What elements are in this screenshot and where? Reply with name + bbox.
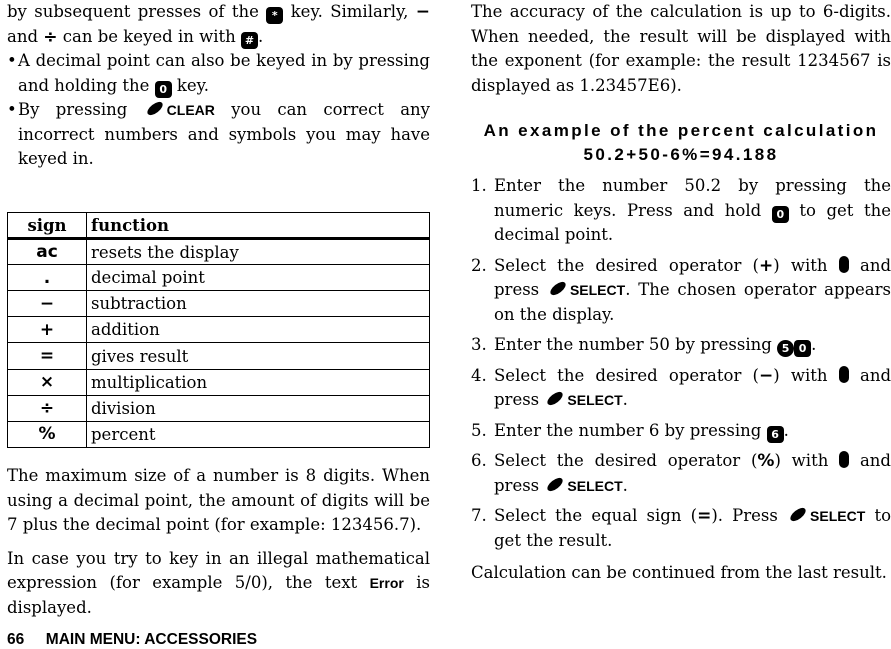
- function-cell: resets the display: [87, 239, 430, 265]
- step-number: 1.: [471, 176, 487, 195]
- zero-key-icon: 0: [155, 81, 172, 98]
- step-text: Enter the number 50.2 by pressing the numeric keys. Press and hold: [494, 176, 891, 220]
- closing-paragraph: Calculation can be continued from the last result.: [471, 563, 887, 582]
- table-row: [8, 343, 430, 369]
- five-key-icon: 5: [777, 340, 794, 357]
- zero-key-icon: 0: [772, 206, 789, 223]
- header-sign: sign: [8, 213, 87, 239]
- step-item: [471, 333, 891, 358]
- step-number: 4.: [471, 365, 487, 385]
- step-text: ). Press: [711, 506, 778, 525]
- bullet-decimal-text-a: A decimal point can also be keyed in by pressing and holding the: [18, 51, 430, 95]
- intro-text-d: can be keyed in with: [62, 26, 236, 46]
- error-paragraph: [7, 547, 430, 621]
- bullet-dot: •: [7, 51, 17, 70]
- error-text-a: In case you try to key in an illegal mathematical expression (for example 5/0), the text: [7, 548, 430, 592]
- step-item: [471, 449, 891, 498]
- left-lower-text: [7, 464, 430, 620]
- step-item: [471, 174, 891, 248]
- page-footer: [7, 630, 257, 649]
- sign-function-table: [7, 212, 430, 448]
- clear-key-icon: [145, 99, 165, 117]
- minus-sign: −: [415, 2, 430, 22]
- sign-cell: +: [8, 317, 87, 343]
- accuracy-paragraph: The accuracy of the calculation is up to 6-digits. When needed, the result will be displayed with the exponent (for example: the result 1234567 is displayed as 1.23457E6).: [471, 2, 891, 95]
- steps-list: [471, 174, 891, 553]
- steps-block: [471, 174, 891, 586]
- function-cell: percent: [87, 421, 430, 447]
- step-text: .: [622, 475, 628, 495]
- intro-text-a: by subsequent presses of the: [7, 2, 259, 21]
- intro-text-b: key. Similarly,: [290, 2, 409, 21]
- step-text: ) with: [774, 451, 829, 470]
- heading-line-2: 50.2+50-6%=94.188: [583, 145, 779, 164]
- intro-text-e: .: [258, 26, 264, 46]
- step-text: and press: [494, 365, 891, 409]
- table-row: [8, 421, 430, 447]
- step-text: Enter the number 6 by pressing: [494, 420, 762, 440]
- step-text: ) with: [773, 255, 828, 275]
- bullet-decimal: [7, 49, 430, 98]
- sign-cell: %: [8, 421, 87, 447]
- function-cell: decimal point: [87, 265, 430, 291]
- select-label: SELECT: [810, 508, 866, 524]
- minus-operator: −: [758, 365, 774, 386]
- select-key-icon: [788, 505, 808, 523]
- select-key-icon: [546, 475, 566, 493]
- sign-cell: ÷: [8, 395, 87, 421]
- function-cell: division: [87, 395, 430, 421]
- hash-key-icon: #: [241, 32, 258, 49]
- bullet-clear: [7, 98, 430, 172]
- step-text: ) with: [773, 365, 828, 385]
- equals-operator: =: [697, 506, 712, 526]
- step-text: .: [811, 335, 817, 354]
- table-row: [8, 239, 430, 265]
- table-row: [8, 265, 430, 291]
- step-text: .: [783, 420, 789, 440]
- table-row: [8, 369, 430, 395]
- section-heading: [471, 119, 891, 167]
- table-row: [8, 395, 430, 421]
- step-number: 2.: [471, 255, 487, 275]
- bullet-decimal-text-b: key.: [176, 75, 210, 95]
- percent-operator: %: [757, 451, 775, 471]
- bullet-clear-text-a: By pressing: [18, 100, 128, 119]
- sign-cell: −: [8, 291, 87, 317]
- function-cell: addition: [87, 317, 430, 343]
- step-text: . The chosen operator appears on the display.: [494, 280, 891, 324]
- step-text: Select the desired operator (: [494, 365, 759, 385]
- step-text: Select the desired operator (: [494, 451, 758, 470]
- step-text: and press: [494, 451, 891, 495]
- step-number: 3.: [471, 335, 487, 354]
- step-number: 7.: [471, 506, 487, 525]
- step-item: [471, 364, 891, 413]
- plus-operator: +: [758, 255, 774, 276]
- right-column: [471, 0, 891, 98]
- function-cell: gives result: [87, 343, 430, 369]
- navigation-key-icon: [839, 451, 849, 468]
- select-key-icon: [548, 279, 568, 297]
- step-number: 6.: [471, 451, 487, 470]
- step-item: [471, 419, 891, 444]
- table-row: [8, 317, 430, 343]
- table-header-row: [8, 213, 430, 239]
- bullet-clear-text-b: you can correct any incorrect numbers and symbols you may have keyed in.: [18, 100, 431, 168]
- left-column: [7, 0, 430, 172]
- step-item: [471, 504, 891, 553]
- bullet-dot: •: [7, 100, 17, 119]
- sign-cell: ×: [8, 369, 87, 395]
- max-size-paragraph: The maximum size of a number is 8 digits. When using a decimal point, the amount of digits will be 7 plus the decimal point (for example: 123456.7).: [7, 466, 430, 534]
- table-row: [8, 291, 430, 317]
- intro-text-c: and: [7, 26, 39, 46]
- sign-cell: =: [8, 343, 87, 369]
- intro-paragraph: [7, 0, 430, 49]
- divide-sign: ÷: [43, 26, 58, 47]
- step-text: to get the result.: [494, 506, 891, 550]
- error-word: Error: [369, 575, 404, 591]
- select-key-icon: [546, 389, 566, 407]
- function-cell: multiplication: [87, 369, 430, 395]
- select-label: SELECT: [569, 282, 626, 298]
- sign-cell: ac: [8, 239, 87, 265]
- heading-line-1: An example of the percent calculation: [483, 121, 879, 140]
- step-text: Select the desired operator (: [494, 255, 759, 275]
- star-key-icon: *: [266, 7, 283, 24]
- footer-section-title: MAIN MENU: ACCESSORIES: [45, 631, 258, 648]
- navigation-key-icon: [839, 256, 849, 273]
- sign-cell: .: [8, 265, 87, 291]
- six-key-icon: 6: [767, 426, 784, 443]
- step-text: Enter the number 50 by pressing: [494, 335, 772, 354]
- header-function: function: [87, 213, 430, 239]
- navigation-key-icon: [839, 366, 849, 383]
- error-text-b: is displayed.: [7, 573, 430, 617]
- step-text: .: [622, 390, 628, 409]
- clear-key-label: CLEAR: [166, 102, 215, 118]
- step-text: Select the equal sign (: [494, 506, 698, 525]
- select-label: SELECT: [567, 392, 623, 408]
- step-text: to get the decimal point.: [494, 200, 891, 244]
- step-item: [471, 254, 891, 328]
- step-text: and press: [494, 255, 891, 299]
- select-label: SELECT: [567, 477, 623, 494]
- step-number: 5.: [471, 420, 487, 440]
- zero-key-icon: 0: [794, 340, 811, 357]
- function-cell: subtraction: [87, 291, 430, 317]
- page-number: 66: [7, 631, 25, 648]
